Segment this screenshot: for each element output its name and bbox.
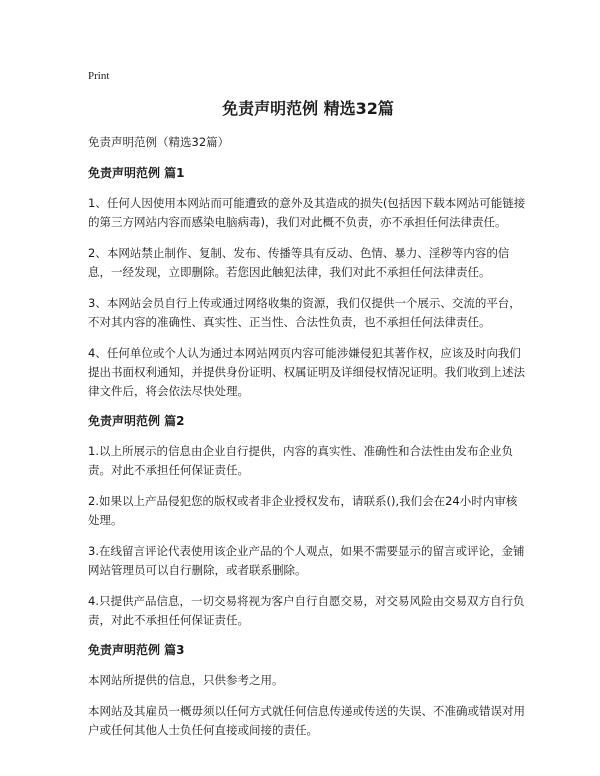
paragraph: 本网站及其雇员一概毋须以任何方式就任何信息传递或传送的失误、不准确或错误对用户或任何其他人士负任何直接或间接的责任。 <box>88 704 525 737</box>
section-2 <box>88 413 528 630</box>
paragraph: 3、本网站会员自行上传或通过网络收集的资源，我们仅提供一个展示、交流的平台，不对其内容的准确性、真实性、正当性、合法性负责，也不承担任何法律责任。 <box>88 296 521 329</box>
section-heading: 免责声明范例 篇2 <box>88 414 185 428</box>
section-1 <box>88 165 528 401</box>
document-page <box>88 68 528 752</box>
section-3 <box>88 642 528 740</box>
paragraph: 4.只提供产品信息，一切交易将视为客户自行自愿交易，对交易风险由交易双方自行负责，对此不承担任何保证责任。 <box>88 594 525 627</box>
paragraph: 2.如果以上产品侵犯您的版权或者非企业授权发布，请联系(),我们会在24小时内审核处理。 <box>88 494 518 527</box>
paragraph: 本网站所提供的信息，只供参考之用。 <box>88 673 284 687</box>
section-heading: 免责声明范例 篇1 <box>88 166 185 180</box>
document-title: 免责声明范例 精选32篇 <box>222 99 394 118</box>
paragraph: 4、任何单位或个人认为通过本网站网页内容可能涉嫌侵犯其著作权，应该及时向我们提出书面权利通知，并提供身份证明、权属证明及详细侵权情况证明。我们收到上述法律文件后，将会依法尽快处理。 <box>88 346 525 398</box>
section-heading: 免责声明范例 篇3 <box>88 643 185 657</box>
paragraph: 1、任何人因使用本网站而可能遭致的意外及其造成的损失(包括因下载本网站可能链接的第三方网站内容而感染电脑病毒)，我们对此概不负责，亦不承担任何法律责任。 <box>88 196 526 229</box>
document-subtitle: 免责声明范例（精选32篇） <box>88 135 230 149</box>
print-label: Print <box>88 70 110 82</box>
paragraph: 1.以上所展示的信息由企业自行提供，内容的真实性、准确性和合法性由发布企业负责。对此不承担任何保证责任。 <box>88 444 513 477</box>
paragraph: 3.在线留言评论代表使用该企业产品的个人观点，如果不需要显示的留言或评论，金铺网站管理员可以自行删除，或者联系删除。 <box>88 544 525 577</box>
paragraph: 2、本网站禁止制作、复制、发布、传播等具有反动、色情、暴力、淫秽等内容的信息，一经发现，立即删除。若您因此触犯法律，我们对此不承担任何法律责任。 <box>88 246 510 279</box>
